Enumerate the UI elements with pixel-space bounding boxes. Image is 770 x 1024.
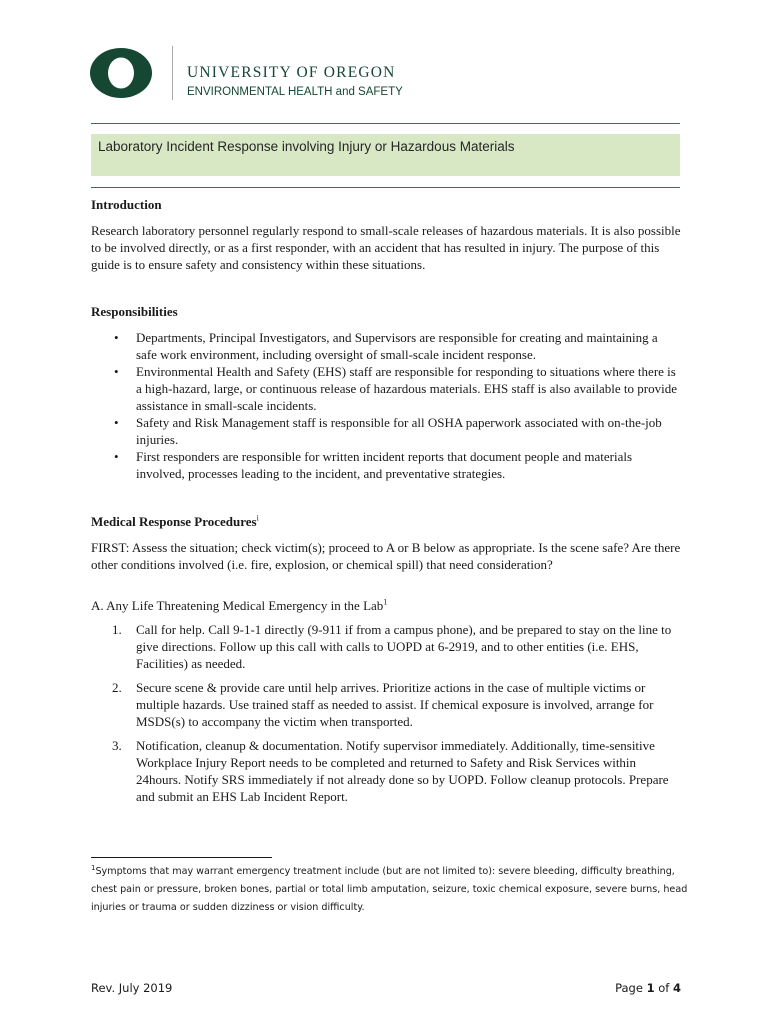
- responsibilities-heading: Responsibilities: [91, 304, 178, 319]
- list-item: • Environmental Health and Safety (EHS) staff are responsible for responding to situations where there is a high-hazard, large, or continuous release of hazardous materials. EHS staff is also available to provide assistance in small-scale incidents.: [114, 364, 678, 413]
- footnote-marker: 1: [383, 597, 388, 607]
- steps-list: [91, 621, 681, 812]
- bullet: •: [114, 415, 119, 430]
- title-bottom-rule: [91, 187, 680, 188]
- bullet: •: [114, 364, 119, 379]
- responsibilities-list: [91, 329, 681, 482]
- footnote-rule: [91, 857, 272, 858]
- footnote: $^1$Symptoms that may warrant emergency treatment include (but are not limited to): severe bleeding, difficulty breathing, chest pain or pressure, broken bones, partial or total limb amputation, seizure, toxic chemical exposure, severe burns, head injuries or trauma or sudden dizziness or vision difficulty.: [91, 863, 688, 913]
- list-item: 1. Call for help. Call 9-1-1 directly (9-911 if from a campus phone), and be prepared to stay on the line to give directions. Follow up this call with calls to UOPD at 6-2919, and to other entities (i.e. EHS, Facilities) as needed.: [112, 622, 672, 671]
- bullet: •: [114, 449, 119, 464]
- list-item: 2. Secure scene & provide care until help arrives. Prioritize actions in the case of multiple victims or multiple hazards. Use trained staff as needed to assist. If chemical exposure is involved, arrange for MSDS(s) to accompany the victim when transported.: [112, 680, 654, 729]
- bullet: •: [114, 330, 119, 345]
- uo-o-logo-icon: [89, 47, 153, 99]
- medical-heading: Medical Response Procedures$^i$: [91, 513, 259, 529]
- list-item: 3. Notification, cleanup & documentation. Notify supervisor immediately. Additionally, time-sensitive Workplace Injury Report needs to be completed and returned to Safety and Risk Services within 24hours. Notify SRS immediately if not already done so by UOPD. Follow cleanup protocols. Prepare and submit an EHS Lab Incident Report.: [112, 738, 669, 804]
- first-instructions: FIRST: Assess the situation; check victim(s); proceed to A or B below as appropriate. Is the scene safe? Are there other conditions involved (i.e. fire, explosion, or chemical spill) that need consideration?: [91, 540, 681, 572]
- introduction-text: Research laboratory personnel regularly respond to small-scale releases of hazardous materials. It is also possible to be involved directly, or as a first responder, with an accident that has resulted in injury. The purpose of this guide is to ensure safety and consistency within these situations.: [91, 223, 681, 272]
- introduction-heading: Introduction: [91, 197, 162, 212]
- document-title: Laboratory Incident Response involving Injury or Hazardous Materials: [98, 139, 515, 154]
- list-item: • Departments, Principal Investigators, and Supervisors are responsible for creating and maintaining a safe work environment, including oversight of small-scale incident response.: [114, 330, 658, 362]
- section-a-heading: A. Any Life Threatening Medical Emergency in the Lab$^1$: [91, 597, 388, 613]
- department-name: ENVIRONMENTAL HEALTH and SAFETY: [187, 86, 403, 98]
- endnote-marker: i: [256, 513, 259, 523]
- revision-date: Rev. July 2019: [91, 981, 173, 995]
- list-item: • Safety and Risk Management staff is responsible for all OSHA paperwork associated with on-the-job injuries.: [114, 415, 662, 447]
- logo-divider: [172, 46, 173, 100]
- page-number: Page 1 of 4: [615, 981, 681, 995]
- title-top-rule: [91, 123, 680, 124]
- university-name: UNIVERSITY OF OREGON: [187, 64, 396, 81]
- list-item: • First responders are responsible for written incident reports that document people and materials involved, processes leading to the incident, and preventative strategies.: [114, 449, 633, 481]
